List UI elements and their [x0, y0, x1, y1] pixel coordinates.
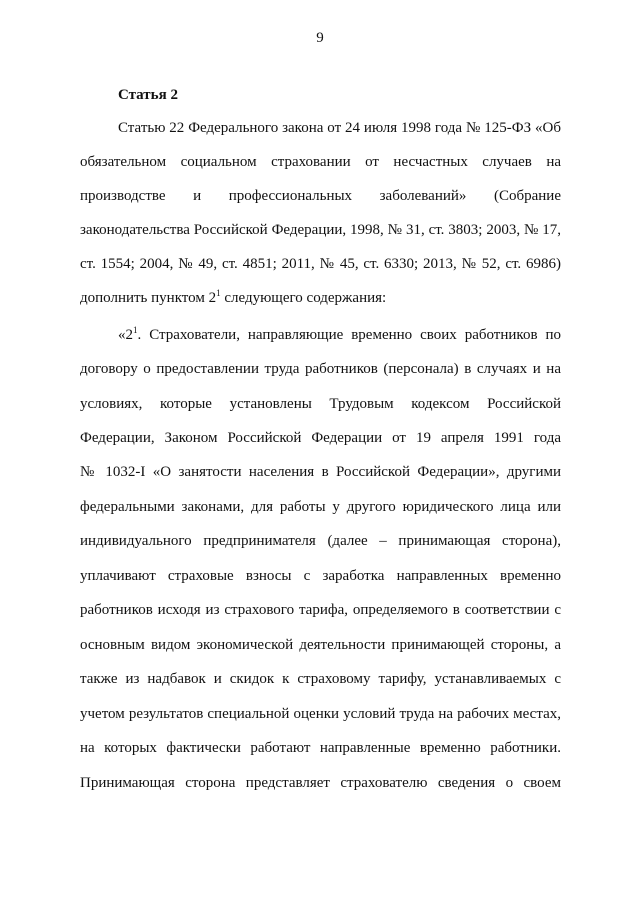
text-fragment: следующего содержания: — [220, 290, 387, 306]
text-fragment: . Страхователи, направляющие временно своих работников по — [137, 327, 561, 343]
superscript: 1 — [216, 288, 221, 298]
paragraph-2-line: условиях, которые установлены Трудовым кодексом Российской — [80, 396, 561, 412]
paragraph-2-line: на которых фактически работают направленные временно работники. — [80, 740, 561, 756]
paragraph-2-line: основным видом экономической деятельности принимающей стороны, а — [80, 637, 561, 653]
paragraph-1-line: производстве и профессиональных заболеваний» (Собрание — [80, 188, 561, 204]
text-fragment: дополнить пунктом 2 — [80, 290, 217, 306]
paragraph-2-line: уплачивают страховые взносы с заработка направленных временно — [80, 568, 561, 584]
paragraph-2-line: работников исходя из страхового тарифа, определяемого в соответствии с — [80, 602, 561, 618]
paragraph-2-line: Принимающая сторона представляет страхователю сведения о своем — [80, 775, 561, 791]
paragraph-1-line: обязательном социальном страховании от несчастных случаев на — [80, 154, 561, 170]
paragraph-2-line: также из надбавок и скидок к страховому тарифу, устанавливаемых с — [80, 671, 561, 687]
paragraph-1-line: законодательства Российской Федерации, 1998, № 31, ст. 3803; 2003, № 17, — [80, 222, 561, 238]
page-number: 9 — [316, 30, 324, 46]
paragraph-2-line: № 1032-I «О занятости населения в Российской Федерации», другими — [80, 464, 561, 480]
paragraph-1-line: Статью 22 Федерального закона от 24 июля 1998 года № 125-ФЗ «Об — [118, 120, 561, 136]
paragraph-2-line: договору о предоставлении труда работников (персонала) в случаях и на — [80, 361, 561, 377]
paragraph-2-line: федеральными законами, для работы у другого юридического лица или — [80, 499, 561, 515]
paragraph-1-last-line — [80, 288, 561, 308]
article-heading: Статья 2 — [118, 87, 178, 103]
paragraph-2-line: учетом результатов специальной оценки условий труда на рабочих местах, — [80, 706, 561, 722]
text-fragment: «2 — [118, 327, 133, 343]
paragraph-2-line: индивидуального предпринимателя (далее – принимающая сторона), — [80, 533, 561, 549]
superscript: 1 — [133, 325, 138, 335]
paragraph-1-line: ст. 1554; 2004, № 49, ст. 4851; 2011, № 45, ст. 6330; 2013, № 52, ст. 6986) — [80, 256, 561, 272]
paragraph-2-first-line — [118, 325, 561, 345]
paragraph-2-line: Федерации, Законом Российской Федерации от 19 апреля 1991 года — [80, 430, 561, 446]
